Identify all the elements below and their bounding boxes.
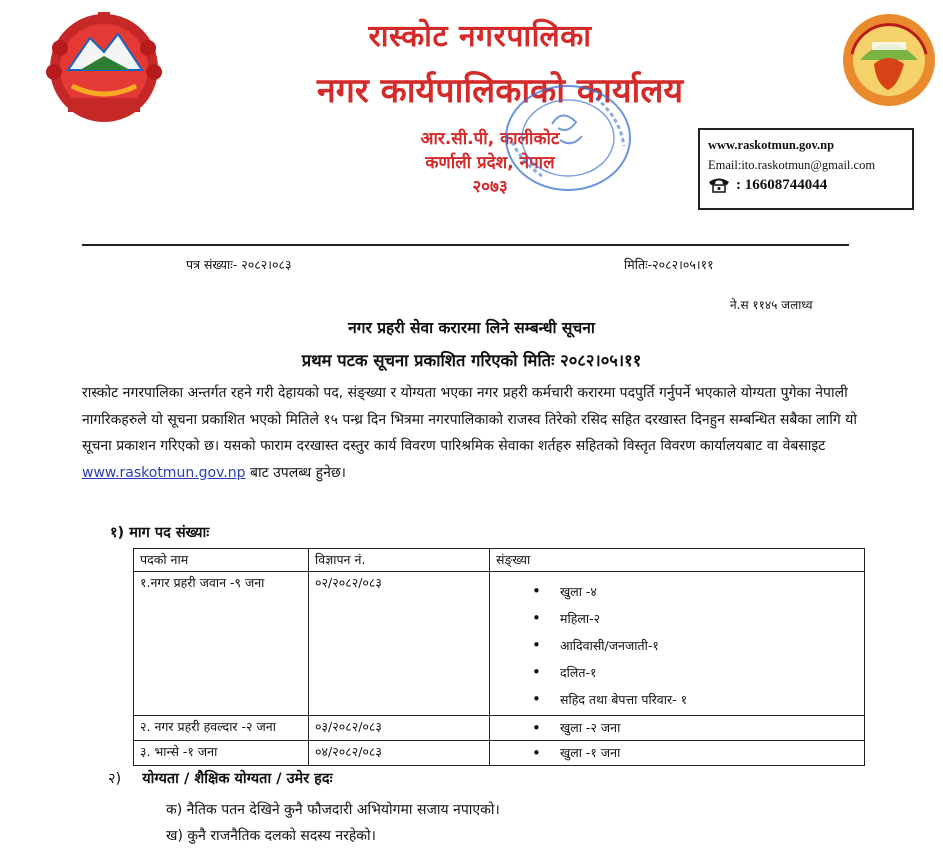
notice-body-end: बाट उपलब्ध हुनेछ। (249, 464, 346, 481)
list-item: • सहिद तथा बेपत्ता परिवार- १ (560, 686, 858, 713)
ad-number: ०४/२०८२/०८३ (309, 741, 490, 766)
contact-box (698, 128, 914, 210)
office-name: नगर कार्यपालिकाको कार्यालय (316, 71, 684, 111)
list-item: • खुला -२ जना (560, 718, 858, 738)
list-item: • महिला-२ (560, 605, 858, 632)
telephone-icon (708, 177, 730, 193)
post-name: ३. भान्से -१ जना (134, 741, 309, 766)
count-cell (490, 572, 865, 716)
ad-number: ०२/२०८२/०८३ (309, 572, 490, 716)
notice-body-text: रास्कोट नगरपालिका अन्तर्गत रहने गरी देहायको पद, संङ्ख्या र योग्यता भएका नगर प्रहरी कर्मचारी करारमा पदपुर्ति गर्नुपर्ने भएकाले योग्यता पुगेका नेपाली नागरिकहरुले यो सूचना प्रकाशित भएको मितिले १५ पन्ध्र दिन भित्रमा नगरपालिकाको राजस्व तिरेको रसिद सहित दरखास्त दिनहुन सम्बन्धित सबैका लागि यो सूचना प्रकाशन गरिएको छ। यसको फाराम दरखास्त दस्तुर कार्य विवरण पारिश्रमिक सेवाका शर्तहरु सहितको विस्तृत विवरण कार्यालयबाट वा वेबसाइट (82, 385, 858, 454)
post-name: २. नगर प्रहरी हवल्दार -२ जना (134, 716, 309, 741)
letter-date: मितिः-२०८२।०५।११ (624, 257, 714, 272)
column-header: पदको नाम (134, 549, 309, 572)
ad-number: ०३/२०८२/०८३ (309, 716, 490, 741)
list-item: • आदिवासी/जनजाती-१ (560, 632, 858, 659)
office-stamp-icon (486, 78, 636, 196)
count-cell (490, 741, 865, 766)
header-divider (82, 244, 849, 246)
website-text: www.raskotmun.gov.np (708, 138, 835, 152)
notice-subtitle: प्रथम पटक सूचना प्रकाशित गरिएको मितिः २०८२।०५।११ (301, 351, 642, 370)
table-row (134, 741, 865, 766)
column-header: विज्ञापन नं. (309, 549, 490, 572)
section-2-title: योग्यता / शैक्षिक योग्यता / उमेर हदः (142, 771, 333, 787)
address-line-1: आर.सी.पी, कालीकोट (420, 129, 560, 149)
posts-table (133, 548, 865, 766)
notice-title: नगर प्रहरी सेवा करारमा लिने सम्बन्धी सूचना (348, 319, 595, 337)
dispatch-number: ने.स ११४५ जलाध्व (730, 298, 813, 312)
list-item: • खुला -१ जना (560, 743, 858, 763)
email-text: Email:ito.raskotmun@gmail.com (708, 158, 876, 172)
section-2-heading (108, 768, 333, 788)
phone-row (708, 175, 904, 195)
column-header: संङ्ख्या (490, 549, 865, 572)
phone-number: : 16608744044 (736, 177, 828, 193)
nepal-emblem-icon (38, 8, 170, 126)
table-header-row (134, 549, 865, 572)
condition-item: ख) कुनै राजनैतिक दलको सदस्य नरहेको। (166, 828, 376, 844)
address-line-2: कर्णाली प्रदेश, नेपाल (425, 153, 555, 173)
post-name: १.नगर प्रहरी जवान -९ जना (134, 572, 309, 716)
section-1-heading: १) माग पद संख्याः (110, 525, 210, 541)
section-2-number: २) (108, 771, 122, 787)
count-cell (490, 716, 865, 741)
list-item: • खुला -४ (560, 578, 858, 605)
notice-body (82, 380, 862, 486)
table-row (134, 716, 865, 741)
reference-number: पत्र संख्याः- २०८२।०८३ (186, 257, 292, 272)
website-link[interactable]: www.raskotmun.gov.np (82, 464, 246, 481)
municipality-name: रास्कोट नगरपालिका (368, 19, 592, 54)
established-year: २०७३ (472, 177, 508, 197)
municipality-logo-icon (838, 8, 940, 108)
condition-item: क) नैतिक पतन देखिने कुनै फौजदारी अभियोगमा सजाय नपाएको। (166, 802, 500, 818)
table-row (134, 572, 865, 716)
list-item: • दलित-१ (560, 659, 858, 686)
